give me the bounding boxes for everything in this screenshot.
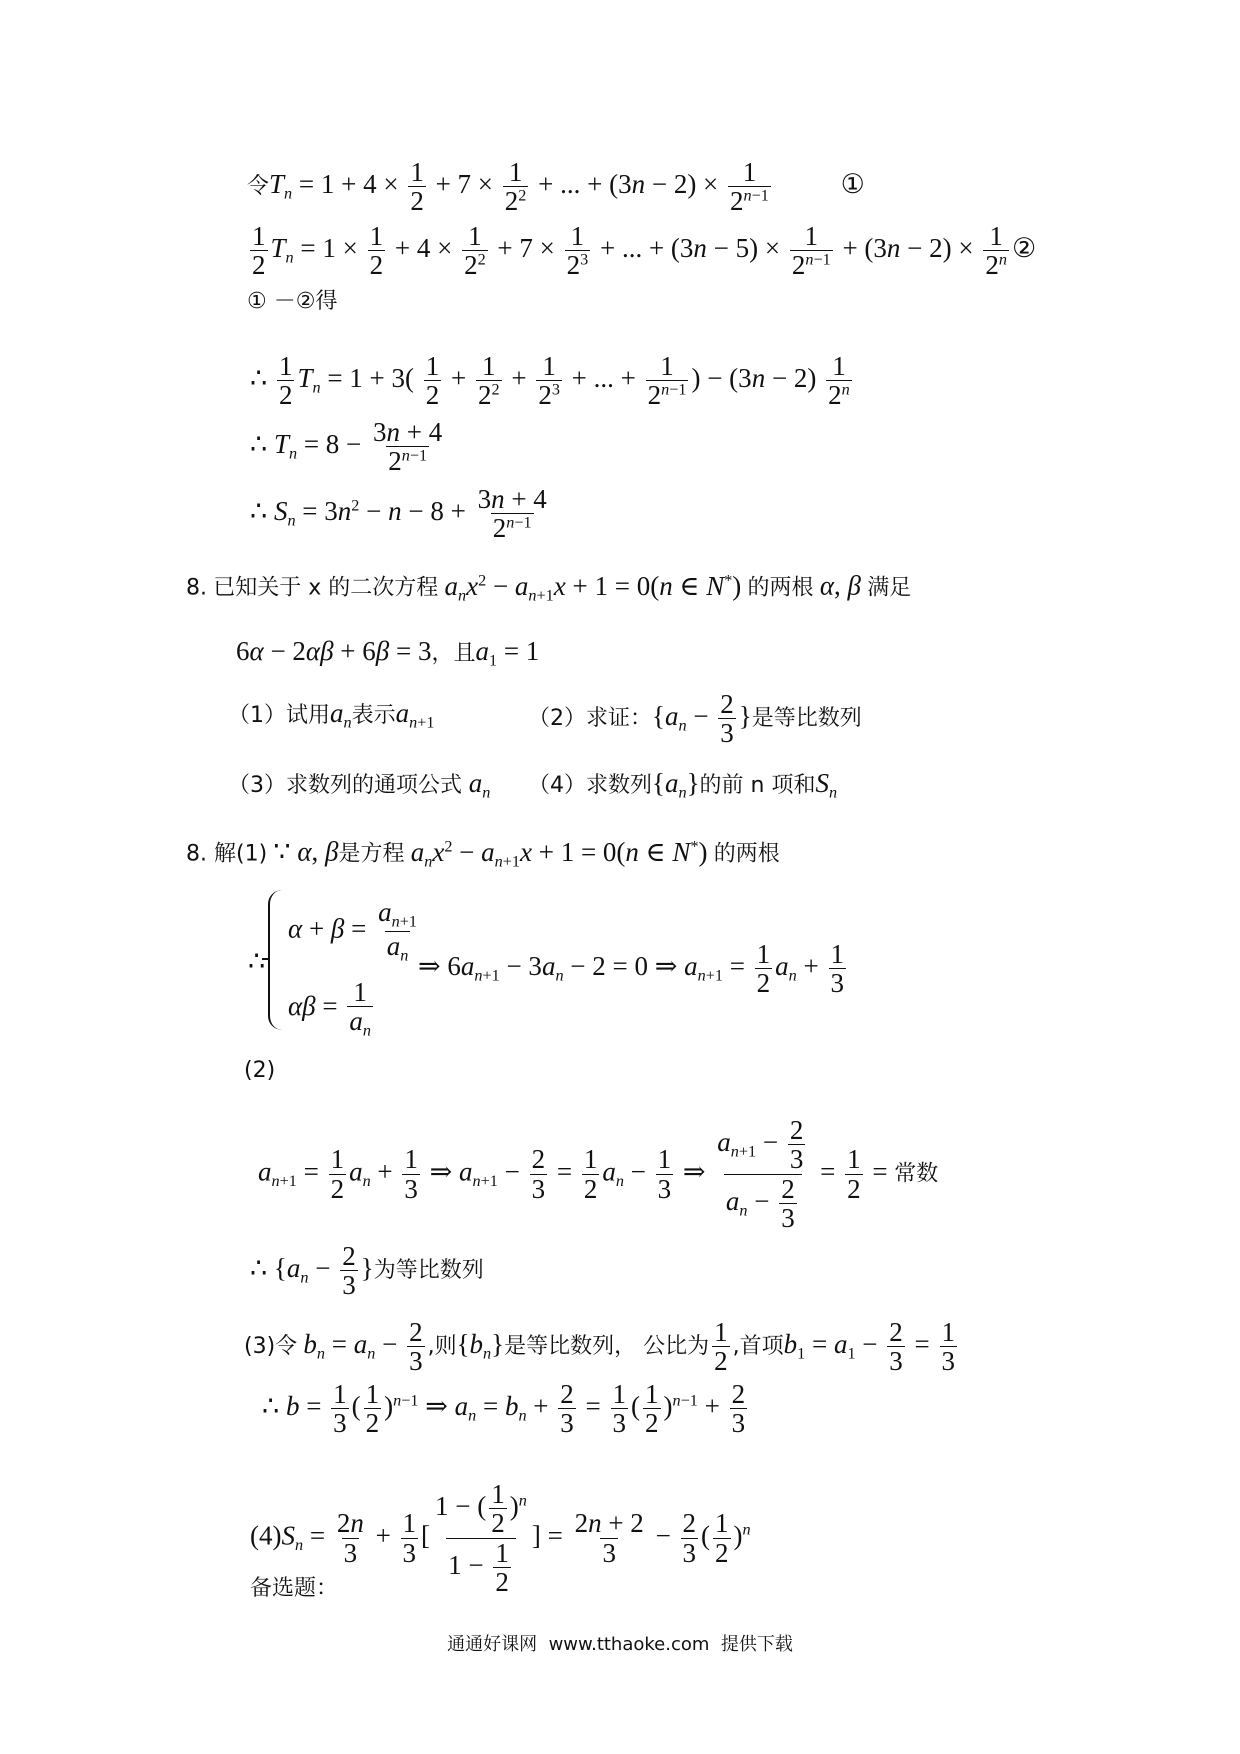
geometric-label: 为等比数列 (373, 1258, 484, 1284)
q4-label: （4）求数列 (528, 773, 652, 798)
half-tn-definition: $\frac{1}{2}$ $T_n = 1$ × $\frac{1}{2}$ + 4 × $\frac{1}{2^2}$ + 7 × $\frac{1}{2^3}$ + ... + (3n − 5) × $\frac{1}{2^{n-1}}$ + (3n − 2) × $\frac{1}{2^n}$ ② (252, 221, 1037, 281)
and-label: ，且 (431, 641, 476, 666)
subtract-line: ① －②得 (247, 289, 338, 314)
footer (0, 1630, 1240, 1656)
part4-sum: $(4)S_n$ = $\frac{2n}{3}$ + $\frac{1}{3}$ [ 1 − ( $\frac{1}{2}$ )$^n$ 1 − $\frac{1}{2}$ ] = $\frac{2n + 2}{3}$ − $\frac{2}{3}$ ( $\frac{1}{2}$ )$^n$ (250, 1479, 751, 1598)
therefore-mark: ∴ (248, 946, 266, 976)
part2-conclusion: ∴ {$a_n$ − $\frac{2}{3}$ }为等比数列 (250, 1241, 484, 1301)
problem8-q1: （1）试用$a_n$表示$a_{n+1}$ (228, 698, 435, 732)
recurrence-result: ⇒ $6a_{n+1} - 3a_n - 2 = 0$ ⇒ $a_{n+1}$ = $\frac{1}{2}$ $a_n$ + $\frac{1}{3}$ (418, 939, 844, 999)
half-tn-sum: ∴ $\frac{1}{2}$ $T_n = 1 + 3$( $\frac{1}{2}$ + $\frac{1}{2^2}$ + $\frac{1}{2^3}$ + ... + $\frac{1}{2^{n-1}}$ ) − (3n − 2) $\frac{1}{2^n}$ (250, 351, 850, 411)
solution-heading: 8. 解(1) (186, 841, 268, 867)
footer-site-name: 通通好课网 (447, 1634, 538, 1655)
ratio-label: 是等比数列， 公比为 (504, 1334, 710, 1360)
vieta-product: αβ = $\frac{1}{a_n}$ (288, 977, 371, 1040)
let-label: 令 (247, 174, 270, 200)
problem8-statement: 8. 已知关于 x 的二次方程 $a_nx^2 - a_{n+1}x + 1 = 0(n$ ∈ N*) 的两根 α, β 满足 (186, 570, 912, 605)
q1-tail: 表示 (351, 703, 396, 728)
part3-label: (3)令 (244, 1334, 298, 1360)
q4-tail: 的前 n 项和 (699, 773, 816, 798)
problem8-condition: 6α − 2αβ + 6β = 3，且$a_1 = 1$ (236, 636, 540, 670)
problem-intro: 已知关于 x 的二次方程 (213, 575, 439, 601)
tn-result: ∴ $T_n = 8$ − $\frac{3n + 4}{2^{n-1}}$ (250, 417, 443, 477)
part3-formula: ∴ b = $\frac{1}{3}$ ( $\frac{1}{2}$ )$^{n-1}$ ⇒ $a_n = b_n$ + $\frac{2}{3}$ = $\frac{1}{3}$ ( $\frac{1}{2}$ )$^{n-1}$ + $\frac{2}{3}$ (262, 1379, 746, 1439)
part2-derivation: $a_{n+1}$ = $\frac{1}{2}$ $a_n$ + $\frac{1}{3}$ ⇒ $a_{n+1}$ − $\frac{2}{3}$ = $\frac{1}{2}$ $a_n$ − $\frac{1}{3}$ ⇒ $a_{n+1}$ − $\frac{2}{3}$ $a_n$ − $\frac{2}{3}$ = $\frac{1}{2}$ = 常数 (258, 1115, 939, 1234)
backup-heading: 备选题： (250, 1576, 339, 1601)
solution8-heading: 8. 解(1) ∵ α, β是方程 $a_nx^2 - a_{n+1}x + 1 = 0(n$ ∈ N*) 的两根 (186, 836, 780, 871)
footer-url[interactable]: www.tthaoke.com (548, 1634, 710, 1655)
footer-download: 提供下载 (720, 1634, 793, 1655)
part3-setup: (3)令 $b_n = a_n$ − $\frac{2}{3}$ ,则$\{b_n\}$是等比数列， 公比为 $\frac{1}{2}$ ,首项$b_1 = a_1$ − $\frac{2}{3}$ = $\frac{1}{3}$ (244, 1317, 955, 1377)
q1-label: （1）试用 (228, 703, 330, 728)
constant-label: 常数 (894, 1161, 939, 1187)
part2-label: (2) (244, 1058, 276, 1083)
problem8-q4: （4）求数列$\{a_n\}$的前 n 项和$S_n$ (528, 768, 838, 802)
q3-label: （3）求数列的通项公式 (228, 773, 462, 798)
is-roots-label: 是方程 (338, 841, 405, 867)
system-brace (268, 890, 284, 1030)
tn-definition: 令$T_n = 1 + 4$ × $\frac{1}{2}$ + 7 × $\frac{1}{2^2}$ + ... + (3n − 2) × $\frac{1}{2^{n-1}}$ ① (247, 157, 865, 217)
problem-intro-tail: 的两根 (747, 575, 814, 601)
first-term-label: ,首项 (732, 1334, 784, 1360)
circle-one-label: ① (840, 169, 865, 200)
sn-result: ∴ $S_n = 3n^2 - n - 8$ + $\frac{3n + 4}{2^{n-1}}$ (250, 484, 547, 544)
circle-two-label: ② (1011, 233, 1037, 264)
problem8-q2: （2）求证：{$a_n$ − $\frac{2}{3}$ }是等比数列 (528, 689, 862, 749)
roots-tail: 的两根 (713, 841, 780, 867)
problem8-q3: （3）求数列的通项公式 $a_n$ (228, 768, 491, 802)
then-label: ,则 (427, 1334, 457, 1360)
part4-label: (4) (250, 1520, 282, 1551)
q2-label: （2）求证： (528, 706, 652, 732)
problem-number: 8. (186, 575, 207, 601)
satisfy-label: 满足 (867, 575, 912, 601)
vieta-sum: α + β = $\frac{a_{n+1}}{a_n}$ (288, 897, 417, 965)
q2-tail: 是等比数列 (751, 706, 862, 732)
